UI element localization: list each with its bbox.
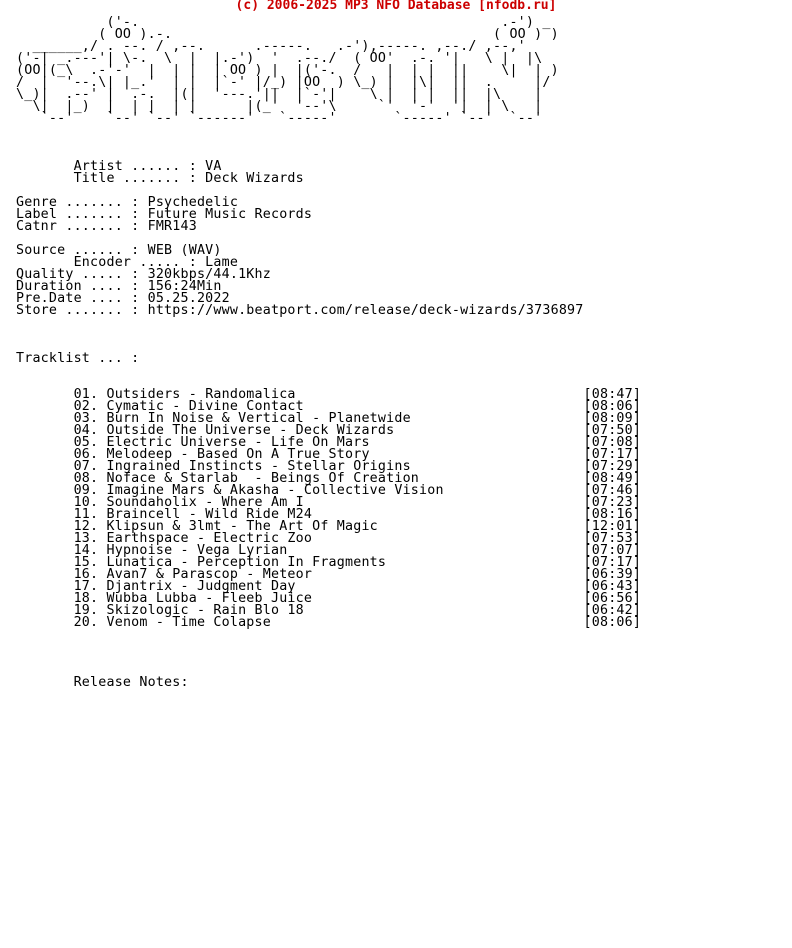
track-name: Outside The Universe - Deck Wizards (106, 423, 395, 438)
track-number: 17. (73, 579, 99, 594)
tracklist (16, 387, 641, 630)
source-value: WEB (WAV) (147, 243, 222, 258)
track-number: 07. (73, 459, 99, 474)
track-number: 09. (73, 483, 99, 498)
track-name: Melodeep - Based On A True Story (106, 447, 370, 462)
track-duration: [08:47] (583, 387, 642, 402)
predate-label: Pre.Date .... : (16, 291, 140, 306)
logo-line: (OO|(_\ .-'-' | | | | OO ) | |('-. / | | | || \| | ) (16, 63, 559, 78)
logo-line: \_)| .--' | .-. |(| '---.'|| |`-'| \ | | | || |\ | (16, 87, 543, 102)
genre-value: Psychedelic (147, 195, 239, 210)
title-label: Title ....... : (16, 171, 197, 186)
logo-line: \| |_) | | | | | |(_' '--'\ `' '-' '| | \ | (16, 99, 543, 114)
track-duration: [08:09] (583, 411, 642, 426)
label-label: Label ....... : (16, 207, 140, 222)
track-duration: [08:06] (583, 399, 642, 414)
track-duration: [07:17] (583, 447, 642, 462)
store-link[interactable]: https://www.beatport.com/release/deck-wizards/3736897 (147, 303, 584, 318)
encoder-value: Lame (205, 255, 239, 270)
logo-line: ( OO ).-. ( OO ) ) (16, 27, 559, 42)
track-name: Djantrix - Judgment Day (106, 579, 296, 594)
catnr-label: Catnr ....... : (16, 219, 140, 234)
release-notes-heading: Release Notes: (73, 675, 189, 690)
artist-label: Artist ...... : (16, 159, 197, 174)
quality-value: 320kbps/44.1Khz (147, 267, 271, 282)
track-number: 20. (73, 615, 99, 630)
genre-label: Genre ....... : (16, 195, 140, 210)
track-name: Wubba Lubba - Fleeb Juice (106, 591, 313, 606)
encoder-label: Encoder ..... : (16, 255, 197, 270)
title-value: Deck Wizards (205, 171, 304, 186)
track-duration: [07:17] (583, 555, 642, 570)
quality-label: Quality ..... : (16, 267, 140, 282)
track-name: Ingrained Instincts - Stellar Origins (106, 459, 411, 474)
track-number: 01. (73, 387, 99, 402)
track-name: Skizologic - Rain Blo 18 (106, 603, 304, 618)
predate-value: 05.25.2022 (147, 291, 230, 306)
logo-line: ('-. .-') _ (16, 15, 551, 30)
track-number: 03. (73, 411, 99, 426)
logo-line: / | '--.\| |_.' | | |`-' |/_) |OO ) \_) | |\| || . |/ (16, 75, 551, 90)
track-number: 11. (73, 507, 99, 522)
track-number: 10. (73, 495, 99, 510)
track-duration: [07:23] (583, 495, 642, 510)
track-duration: [06:42] (583, 603, 642, 618)
track-duration: [08:16] (583, 507, 642, 522)
nfo-document (16, 17, 641, 689)
track-name: Outsiders - Randomalica (106, 387, 296, 402)
track-number: 18. (73, 591, 99, 606)
track-row (16, 615, 641, 630)
track-name: Klipsun & 3lmt - The Art Of Magic (106, 519, 378, 534)
store-label: Store ....... : (16, 303, 140, 318)
track-duration: [08:49] (583, 471, 642, 486)
artist-value: VA (205, 159, 222, 174)
track-duration: [07:46] (583, 483, 642, 498)
site-header: (c) 2006-2025 MP3 NFO Database [nfodb.ru] (235, 0, 557, 13)
track-duration: [06:43] (583, 579, 642, 594)
track-name: Earthspace - Electric Zoo (106, 531, 313, 546)
logo-line: ______,/ . --. / ,--. .-----. .-'),-----. ,--./ ,--,' (16, 39, 526, 54)
track-name: Venom - Time Colapse (106, 615, 271, 630)
ascii-logo (16, 15, 559, 126)
track-duration: [06:56] (583, 591, 642, 606)
duration-value: 156:24Min (147, 279, 222, 294)
track-name: Noface & Starlab - Beings Of Creation (106, 471, 420, 486)
source-label: Source ...... : (16, 243, 140, 258)
track-number: 16. (73, 567, 99, 582)
track-number: 02. (73, 399, 99, 414)
track-duration: [06:39] (583, 567, 642, 582)
track-name: Braincell - Wild Ride M24 (106, 507, 313, 522)
track-name: Imagine Mars & Akasha - Collective Vision (106, 483, 444, 498)
track-name: Burn In Noise & Vertical - Planetwide (106, 411, 411, 426)
track-duration: [07:50] (583, 423, 642, 438)
track-number: 15. (73, 555, 99, 570)
track-duration: [07:29] (583, 459, 642, 474)
logo-line: `--' `--' `--' `------' `-----' `-----' `--' `--' (16, 111, 543, 126)
logo-line: ('-| _.---'| \-. \ | |.-') ' .--./ ( OO' .-. '| \ | |\ (16, 51, 543, 66)
track-number: 05. (73, 435, 99, 450)
catnr-value: FMR143 (147, 219, 197, 234)
track-name: Hypnoise - Vega Lyrian (106, 543, 288, 558)
track-duration: [08:06] (583, 615, 642, 630)
track-name: Cymatic - Divine Contact (106, 399, 304, 414)
track-name: Avan7 & Parascop - Meteor (106, 567, 313, 582)
tracklist-heading: Tracklist ... : (16, 351, 140, 366)
track-name: Soundaholix - Where Am I (106, 495, 304, 510)
track-duration: [12:01] (583, 519, 642, 534)
duration-label: Duration .... : (16, 279, 140, 294)
track-number: 13. (73, 531, 99, 546)
track-duration: [07:53] (583, 531, 642, 546)
track-duration: [07:07] (583, 543, 642, 558)
track-number: 14. (73, 543, 99, 558)
track-number: 12. (73, 519, 99, 534)
track-number: 06. (73, 447, 99, 462)
track-number: 04. (73, 423, 99, 438)
track-name: Electric Universe - Life On Mars (106, 435, 370, 450)
label-value: Future Music Records (147, 207, 313, 222)
track-duration: [07:08] (583, 435, 642, 450)
track-name: Lunatica - Perception In Fragments (106, 555, 387, 570)
track-number: 19. (73, 603, 99, 618)
track-number: 08. (73, 471, 99, 486)
